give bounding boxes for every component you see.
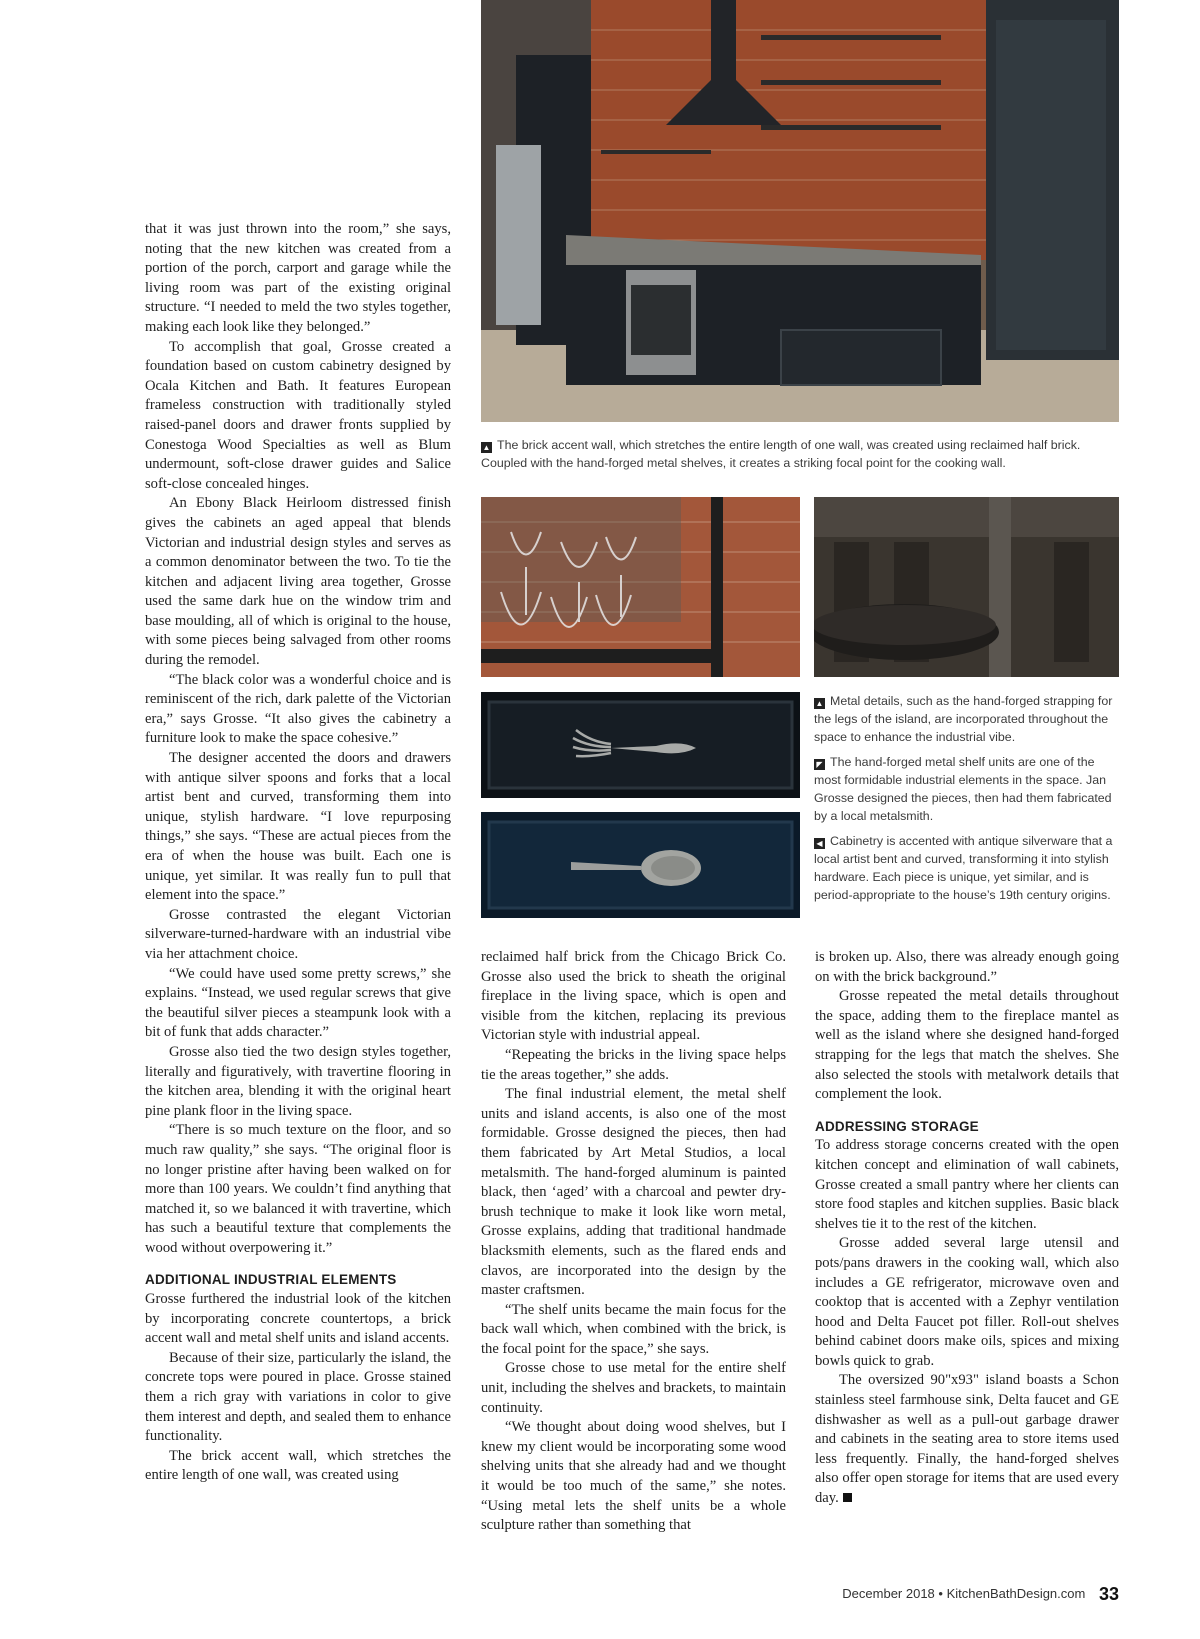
caption-metal-details: ▲ Metal details, such as the hand-forged strapping for the legs of the island, are incorporated throughout the space to enhance the industrial vibe.	[814, 694, 1113, 744]
paragraph: Grosse repeated the metal details throughout the space, adding them to the fireplace mantel as well as the island where she designed hand-forged strapping for the legs that match the shelves. She also selected the stools with metalwork details that complement the look.	[815, 988, 1119, 1103]
paragraph: Because of their size, particularly the island, the concrete tops were poured in place. Grosse stained them a rich gray with variations in color to give them interest and depth, and sealed them to enhance functionality.	[145, 1349, 451, 1445]
metal-island-stool-photo	[814, 497, 1119, 677]
article-column-2	[481, 948, 786, 1536]
paragraph: “We thought about doing wood shelves, but I knew my client would be incorporating some wood shelving units that she already had and we thought it would be too much of the same,” she notes. “Using metal lets the shelf units be a whole sculpture rather than something that	[481, 1419, 786, 1534]
paragraph: The brick accent wall, which stretches the entire length of one wall, was created using	[145, 1447, 451, 1484]
photo-marker-icon: ◀	[814, 838, 825, 849]
issue-date: December 2018	[842, 1586, 935, 1601]
paragraph: An Ebony Black Heirloom distressed finish gives the cabinets an aged appeal that blends Victorian and industrial design styles and serves as a common denominator between the two. To tie the kitchen and adjacent living area together, Grosse used the same dark hue on the window trim and base moulding, all of which is original to the house, with some pieces being salvaged from other rooms during the remodel.	[145, 495, 451, 669]
kitchen-brick-wall-photo	[481, 0, 1119, 422]
paragraph: reclaimed half brick from the Chicago Brick Co. Grosse also used the brick to sheath the original fireplace in the living space, which is open and visible from the kitchen, replacing its previous Victorian style with industrial appeal.	[481, 949, 786, 1044]
paragraph: Grosse added several large utensil and pots/pans drawers in the cooking wall, which also includes a GE refrigerator, microwave oven and cooktop that is accented with a Zephyr ventilation hood and Delta Faucet pot filler. Roll-out shelves behind cabinet doors make oils, spices and mixing bowls quick to grab.	[815, 1235, 1119, 1369]
paragraph: The oversized 90"x93" island boasts a Schon stainless steel farmhouse sink, Delta faucet and GE dishwasher as well as a pull-out garbage drawer and cabinets in the seating area to store items used less frequently. Finally, the hand-forged shelves also offer open storage for items that are used every day.	[815, 1372, 1119, 1507]
photo-marker-icon: ▲	[815, 699, 824, 708]
photo-marker-icon: ▲	[482, 443, 491, 452]
paragraph: “The black color was a wonderful choice and is reminiscent of the rich, dark palette of the Victorian era,” says Grosse. “It also gives the cabinetry a furniture look to make the space cohesive.”	[145, 671, 451, 747]
page-footer	[842, 1584, 1119, 1605]
paragraph: “We could have used some pretty screws,” she explains. “Instead, we used regular screws that give the beautiful silver pieces a steampunk look with a bit of funk that adds character.”	[145, 965, 451, 1041]
footer-separator: •	[938, 1586, 943, 1601]
article-column-1	[145, 220, 451, 1486]
caption-shelf-units: ◤ The hand-forged metal shelf units are one of the most formidable industrial elements in the space. Jan Grosse designed the pieces, then had them fabricated by a local metalsmith.	[814, 755, 1112, 823]
fork-handle-photo	[481, 692, 800, 798]
end-of-article-icon	[843, 1493, 852, 1502]
section-heading-industrial: ADDITIONAL INDUSTRIAL ELEMENTS	[145, 1272, 397, 1288]
page-number: 33	[1098, 1584, 1119, 1604]
spoon-handle-photo	[481, 812, 800, 918]
photo-marker-icon: ◤	[814, 759, 825, 770]
paragraph: Grosse also tied the two design styles together, literally and figuratively, with travertine flooring in the kitchen area, blending it with the original heart pine plank floor in the living space.	[145, 1043, 451, 1119]
paragraph: “Repeating the bricks in the living space helps tie the areas together,” she adds.	[481, 1046, 786, 1083]
section-heading-storage: ADDRESSING STORAGE	[815, 1118, 979, 1134]
paragraph: Grosse chose to use metal for the entire shelf unit, including the shelves and brackets, to maintain continuity.	[481, 1360, 786, 1416]
paragraph: Grosse furthered the industrial look of the kitchen by incorporating concrete countertops, a brick accent wall and metal shelf units and island accents.	[145, 1291, 451, 1347]
paragraph: To accomplish that goal, Grosse created a foundation based on custom cabinetry designed by Ocala Kitchen and Bath. It features European frameless construction with traditionally styled raised-panel doors and drawer fronts supplied by Conestoga Wood Specialties as well as Blum undermount, soft-close drawer guides and Salice soft-close concealed hinges.	[145, 338, 451, 492]
caption-main-photo: ▲ The brick accent wall, which stretches the entire length of one wall, was created using reclaimed half brick. Coupled with the hand-forged metal shelves, it creates a striking focal point for the cooking wall.	[481, 438, 1081, 470]
paragraph: To address storage concerns created with the open kitchen concept and elimination of wall cabinets, Grosse created a small pantry where her clients can store food staples and kitchen supplies. Basic black shelves tie it to the rest of the kitchen.	[815, 1137, 1119, 1232]
paragraph: “The shelf units became the main focus for the back wall which, when combined with the brick, is the focal point for the space,” she says.	[481, 1301, 786, 1357]
paragraph: that it was just thrown into the room,” she says, noting that the new kitchen was created from a portion of the porch, carport and garage while the living room was part of the existing original structure. “I needed to meld the two styles together, making each look like they belonged.”	[145, 221, 451, 335]
article-column-3	[815, 948, 1119, 1509]
paragraph: The designer accented the doors and drawers with antique silver spoons and forks that a local artist bent and curved, transforming them into unique, stylish hardware. “I love repurposing things,” she says. “These are actual pieces from the era of when the house was built. Each one is unique, yet similar. It was really fun to pull that element into the space.”	[145, 750, 451, 904]
wine-glasses-shelf-photo	[481, 497, 800, 677]
website-link[interactable]: KitchenBathDesign.com	[946, 1586, 1086, 1601]
paragraph: The final industrial element, the metal shelf units and island accents, is also one of the most formidable. Grosse designed the pieces, then had them fabricated by Art Metal Studios, a local metalsmith. The hand-forged aluminum is painted black, then ‘aged’ with a charcoal and pewter dry-brush technique to make it look like worn metal, Grosse explains, adding that traditional handmade blacksmith elements, such as the flared ends and clavos, are incorporated into the design by the master craftsmen.	[481, 1086, 786, 1299]
paragraph: Grosse contrasted the elegant Victorian silverware-turned-hardware with an industrial vibe via her attachment choice.	[145, 906, 451, 962]
paragraph: is broken up. Also, there was already enough going on with the brick background.”	[815, 949, 1119, 985]
paragraph: “There is so much texture on the floor, and so much raw quality,” she says. “The original floor is no longer pristine after having been walked on for more than 100 years. We couldn’t find anything that matched it, so we balanced it with travertine, which has such a beautiful texture that complements the wood without overpowering it.”	[145, 1122, 451, 1256]
caption-silverware: ◀ Cabinetry is accented with antique silverware that a local artist bent and curved, transforming it into stylish hardware. Each piece is unique, yet similar, and is period-appropriate to the house’s 19th century origins.	[814, 834, 1113, 902]
